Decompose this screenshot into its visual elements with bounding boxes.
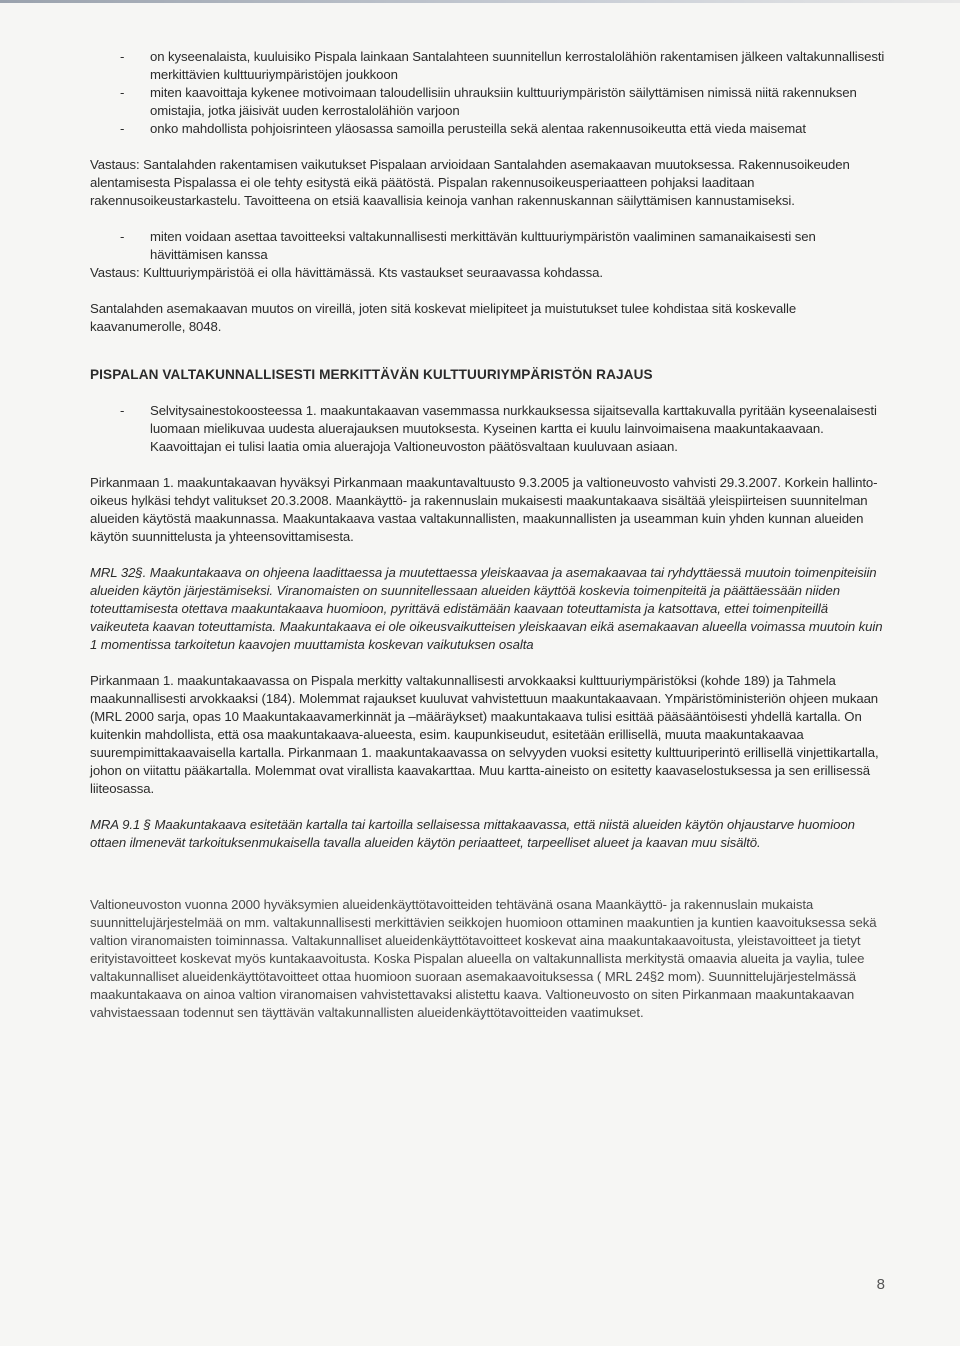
document-body	[90, 48, 890, 1022]
bullet-list-top	[90, 48, 890, 138]
list-item: - miten voidaan asettaa tavoitteeksi valtakunnallisesti merkittävän kulttuuriympäristön vaaliminen samanaikaisesti sen hävittämisen kanssa	[120, 229, 816, 262]
mrl-32-quote: MRL 32§. Maakuntakaava on ohjeena laadittaessa ja muutettaessa yleiskaavaa ja asemakaavaa tai ryhdyttäessä muutoin toimenpiteisiin alueiden käytön järjestämiseksi. Viranomaisten on suunnitellessaan alueiden käyttöä koskevia toimenpiteitä ja päättäessään niiden toteuttamisesta otettava maakuntakaava huomioon, pyrittävä edistämään kaavaan toteuttamista ja katsottava, ettei toimenpiteillä vaikeuteta kaavan toteuttamista. Maakuntakaava ei ole oikeusvaikutteisen yleiskaavan eikä asemakaavan alueella voimassa muutoin kuin 1 momentissa tarkoitetun kaavojen muuttamista koskevan vaikutuksen osalta	[90, 565, 883, 652]
pirkanmaa-paragraph-1: Pirkanmaan 1. maakuntakaavan hyväksyi Pirkanmaan maakuntavaltuusto 9.3.2005 ja valtioneuvosto vahvisti 29.3.2007. Korkein hallinto-oikeus hylkäsi tehdyt valitukset 20.3.2008. Maankäyttö- ja rakennuslain mukaisesti maakuntakaava sisältää yleispiirteisen suunnitelman alueiden käytöstä maakunnassa. Maakuntakaava vastaa valtakunnallisten, maakunnallisten ja useamman kuin yhden kunnan alueiden käytön suunnittelusta ja yhteensovittamisesta.	[90, 475, 878, 544]
list-item: - Selvitysainestokoosteessa 1. maakuntakaavan vasemmassa nurkkauksessa sijaitsevalla karttakuvalla pyritään kyseenalaisesti luomaan mielikuvaa uudesta aluerajauksen muutoksesta. Kyseinen kartta ei kuulu lainvoimaisena maakuntakaavaan. Kaavoittajan ei tulisi laatia omia aluerajoja Valtioneuvoston päätösvaltaan kuuluvaan asiaan.	[120, 403, 877, 454]
section-heading: PISPALAN VALTAKUNNALLISESTI MERKITTÄVÄN KULTTUURIYMPÄRISTÖN RAJAUS	[90, 367, 653, 382]
pirkanmaa-paragraph-2: Pirkanmaan 1. maakuntakaavassa on Pispala merkitty valtakunnallisesti arvokkaaksi kulttuuriympäristöksi (kohde 189) ja Tahmela maakunnallisesti arvokkaaksi (184). Molemmat rajaukset kuuluvat vahvistettuun maakuntakaavaan. Ympäristöministeriön ohjeen mukaan (MRL 2000 sarja, opas 10 Maakuntakaavamerkinnät ja –määräykset) maakuntakaava tulisi esittää pääsääntöisesti yhdellä kartalla. On kuitenkin mahdollista, että osa maakuntakaava-alueesta, esim. kaupunkiseudut, esitetään erillisellä, muuta maakuntakaavaa suurempimittakaavaisella kartalla. Pirkanmaan 1. maakuntakaavassa on selvyyden vuoksi esitetty kulttuuriperintö erillisellä vinjettikartalla, johon on viitattu pääkartalla. Molemmat ovat virallista kaavakarttaa. Muu kartta-aineisto on esitetty kaavaselostuksessa ja sen erillisessä liiteosassa.	[90, 673, 879, 796]
answer-paragraph-2: Vastaus: Kulttuuriympäristöä ei olla hävittämässä. Kts vastaukset seuraavassa kohdassa.	[90, 265, 603, 280]
list-item: - miten kaavoittaja kykenee motivoimaan taloudellisiin uhrauksiin kulttuuriympäristön säilyttämisen nimissä niitä rakennuksen omistajia, jotka jäisivät uuden kerrostalolähiön varjoon	[120, 85, 857, 118]
list-item: - onko mahdollista pohjoisrinteen yläosassa samoilla perusteilla sekä alentaa rakennusoikeutta että vieda maisemat	[120, 121, 806, 136]
scan-top-edge	[0, 0, 960, 3]
list-item: - on kyseenalaista, kuuluisiko Pispala lainkaan Santalahteen suunnitellun kerrostalolähiön rakentamisen jälkeen valtakunnallisesti merkittävien kulttuuriympäristöjen joukkoon	[120, 49, 885, 82]
bullet-list-mid	[90, 228, 890, 264]
santalahti-paragraph: Santalahden asemakaavan muutos on vireillä, joten sitä koskevat mielipiteet ja muistutukset tulee kohdistaa sitä koskevalle kaavanumerolle, 8048.	[90, 301, 797, 334]
valtioneuvosto-paragraph: Valtioneuvoston vuonna 2000 hyväksymien alueidenkäyttötavoitteiden tehtävänä osana Maankäyttö- ja rakennuslain mukaista suunnittelujärjestelmää on mm. valtakunnallisesti merkittävien seikkojen huomioon ottaminen maakuntien ja kuntien kaavoituksessa sekä valtion viranomaisten toiminnassa. Valtakunnalliset alueidenkäyttötavoitteet koskevat aina maakuntakaavoitusta, yleistavoitteet ja tietyt erityistavoitteet koskevat myös kuntakaavoitusta. Koska Pispalan alueella on valtakunnallista merkitystä omaavia alueita ja vaylia, tulee valtakunnalliset alueidenkäyttötavoitteet ottaa huomioon suoraan asemakaavoituksessa ( MRL 24§2 mom). Suunnittelujärjestelmässä maakuntakaava on ainoa valtion viranomaisen vahvistettavaksi alistettu kaava. Valtioneuvosto on siten Pirkanmaan maakuntakaavan vahvistaessaan todennut sen täyttävän valtakunnallisten alueidenkäyttötavoitteiden vaatimukset.	[90, 897, 877, 1020]
mra-9-1-quote: MRA 9.1 § Maakuntakaava esitetään kartalla tai kartoilla sellaisessa mittakaavassa, että niistä alueiden käytön ohjaustarve huomioon ottaen ilmenevät tarkoituksenmukaisella tavalla alueiden käytön periaatteet, tarpeelliset alueet ja kaavan muu sisältö.	[90, 817, 855, 850]
page-number: 8	[876, 1276, 885, 1293]
bullet-list-selvitys	[90, 402, 890, 456]
answer-paragraph-1: Vastaus: Santalahden rakentamisen vaikutukset Pispalaan arvioidaan Santalahden asemakaavan muutoksessa. Rakennusoikeuden alentamisesta Pispalassa ei ole tehty esitystä eikä päätöstä. Pispalan rakennusoikeusperiaatteen pohjaksi laaditaan rakennusoikeustarkastelu. Tavoitteena on etsiä kaavallisia keinoja vanhan rakennuskannan säilyttämisen kannustamiseksi.	[90, 157, 850, 208]
